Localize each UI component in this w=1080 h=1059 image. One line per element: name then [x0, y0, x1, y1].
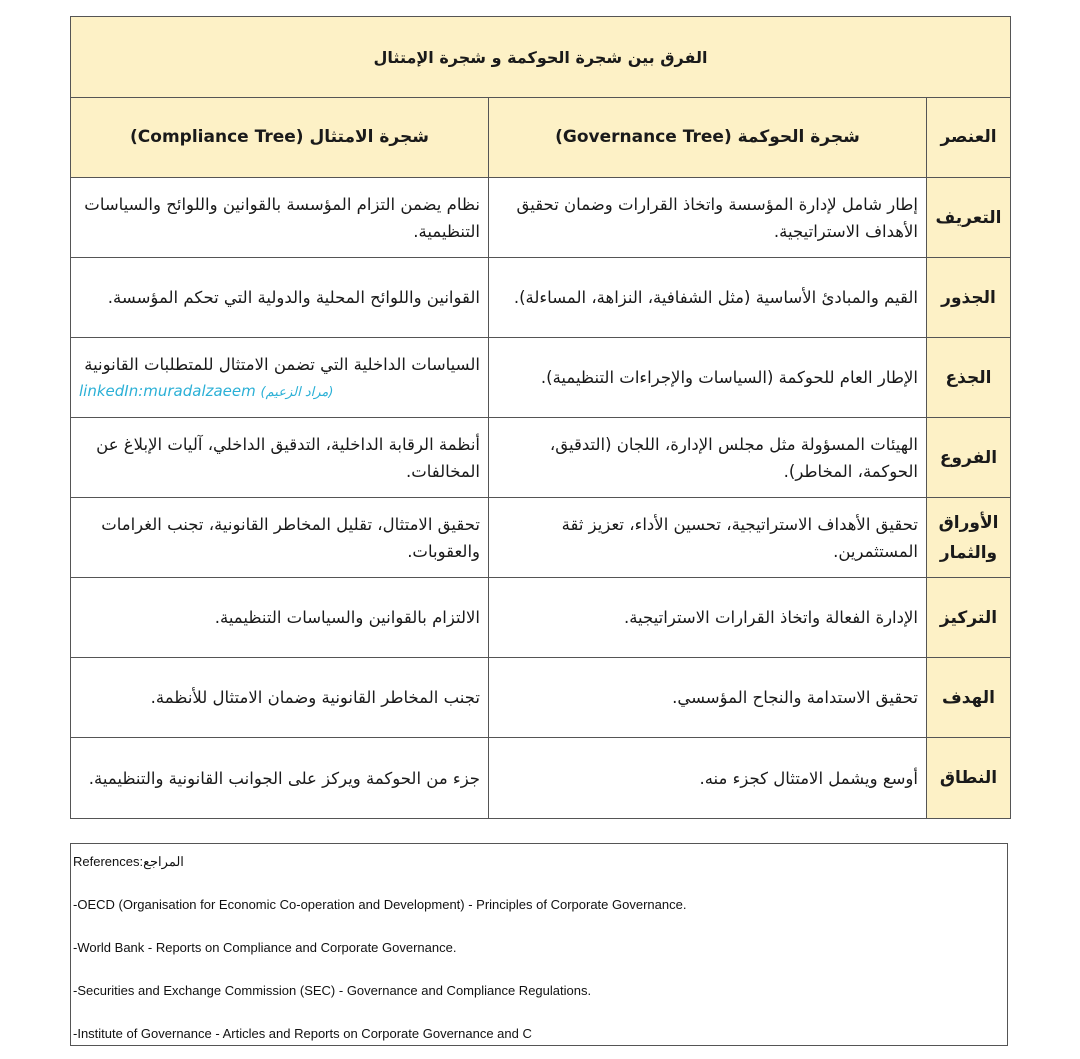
table-row — [71, 178, 1011, 258]
reference-item: -World Bank - Reports on Compliance and Corporate Governance. — [73, 940, 457, 955]
table-row — [71, 418, 1011, 498]
references-heading: References:المراجع — [73, 854, 184, 869]
row-label: التعريف — [927, 178, 1011, 258]
compliance-cell: الالتزام بالقوانين والسياسات التنظيمية. — [71, 578, 489, 658]
header-governance: شجرة الحوكمة (Governance Tree) — [489, 98, 927, 178]
table-row — [71, 498, 1011, 578]
row-label: النطاق — [927, 738, 1011, 819]
reference-item: -OECD (Organisation for Economic Co-operation and Development) - Principles of Corporate Governance. — [73, 897, 687, 912]
table-row — [71, 578, 1011, 658]
compliance-cell: تجنب المخاطر القانونية وضمان الامتثال للأنظمة. — [71, 658, 489, 738]
governance-cell: إطار شامل لإدارة المؤسسة واتخاذ القرارات وضمان تحقيق الأهداف الاستراتيجية. — [489, 178, 927, 258]
header-element: العنصر — [927, 98, 1011, 178]
header-row — [71, 98, 1011, 178]
compliance-cell-text: السياسات الداخلية التي تضمن الامتثال للمتطلبات القانونية — [84, 355, 480, 374]
compliance-cell: القوانين واللوائح المحلية والدولية التي تحكم المؤسسة. — [71, 258, 489, 338]
header-compliance: شجرة الامتثال (Compliance Tree) — [71, 98, 489, 178]
row-label: الفروع — [927, 418, 1011, 498]
comparison-table — [70, 16, 1011, 819]
row-label: الأوراق والثمار — [927, 498, 1011, 578]
compliance-cell: أنظمة الرقابة الداخلية، التدقيق الداخلي، آليات الإبلاغ عن المخالفات. — [71, 418, 489, 498]
table-row — [71, 738, 1011, 819]
credit-link[interactable]: linkedIn:muradalzaeem — [79, 382, 256, 400]
reference-item: -Institute of Governance - Articles and Reports on Corporate Governance and C — [73, 1026, 532, 1041]
governance-cell: أوسع ويشمل الامتثال كجزء منه. — [489, 738, 927, 819]
credit-name: (مراد الزعيم) — [260, 385, 334, 400]
reference-item: -Securities and Exchange Commission (SEC) - Governance and Compliance Regulations. — [73, 983, 592, 998]
table-title: الفرق بين شجرة الحوكمة و شجرة الإمتثال — [71, 17, 1011, 98]
references-box — [70, 843, 1008, 1046]
compliance-cell: جزء من الحوكمة ويركز على الجوانب القانونية والتنظيمية. — [71, 738, 489, 819]
author-credit[interactable] — [79, 380, 480, 404]
compliance-cell — [71, 338, 489, 418]
row-label: الهدف — [927, 658, 1011, 738]
compliance-cell: تحقيق الامتثال، تقليل المخاطر القانونية، تجنب الغرامات والعقوبات. — [71, 498, 489, 578]
governance-cell: تحقيق الأهداف الاستراتيجية، تحسين الأداء، تعزيز ثقة المستثمرين. — [489, 498, 927, 578]
governance-cell: القيم والمبادئ الأساسية (مثل الشفافية، النزاهة، المساءلة). — [489, 258, 927, 338]
governance-cell: الإطار العام للحوكمة (السياسات والإجراءات التنظيمية). — [489, 338, 927, 418]
row-label: التركيز — [927, 578, 1011, 658]
governance-cell: الإدارة الفعالة واتخاذ القرارات الاستراتيجية. — [489, 578, 927, 658]
table-row — [71, 338, 1011, 418]
governance-cell: الهيئات المسؤولة مثل مجلس الإدارة، اللجان (التدقيق، الحوكمة، المخاطر). — [489, 418, 927, 498]
row-label: الجذع — [927, 338, 1011, 418]
table-row — [71, 658, 1011, 738]
compliance-cell: نظام يضمن التزام المؤسسة بالقوانين واللوائح والسياسات التنظيمية. — [71, 178, 489, 258]
governance-cell: تحقيق الاستدامة والنجاح المؤسسي. — [489, 658, 927, 738]
table-row — [71, 258, 1011, 338]
row-label: الجذور — [927, 258, 1011, 338]
